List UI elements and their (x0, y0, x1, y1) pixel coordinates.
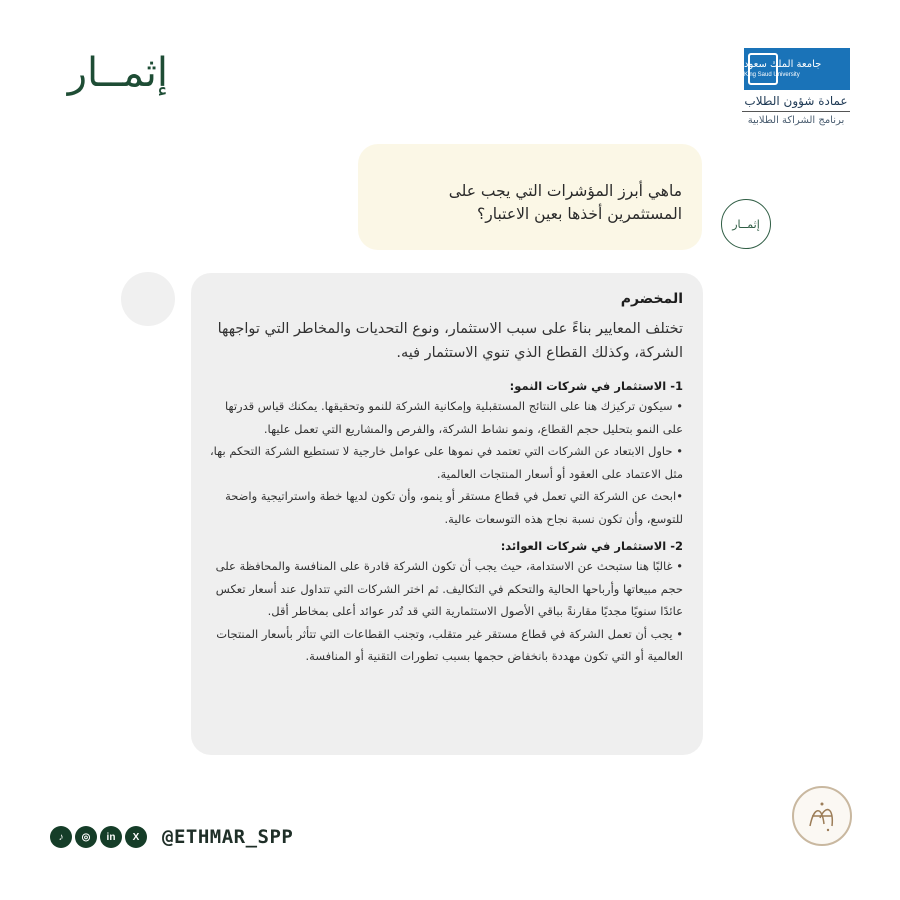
university-emblem-icon (748, 53, 778, 85)
section-bullet: •ابحث عن الشركة التي تعمل في قطاع مستقر أو ينمو، وأن تكون لديها خطة واستراتيجية واضحة للتوسع، وأن تكون نسبة نجاح هذه التوسعات عالية. (225, 489, 683, 526)
university-logo (744, 48, 850, 90)
ethmar-logo (50, 48, 168, 98)
x-icon[interactable]: X (125, 826, 147, 848)
section-title: 2- الاستثمار في شركات العوائد: (500, 539, 683, 553)
program-title: برنامج الشراكة الطلابية (747, 115, 845, 126)
university-logo-block (742, 48, 850, 126)
section-bullet: • يجب أن تعمل الشركة في قطاع مستقر غير متقلب، وتجنب القطاعات التي تتأثر بأسعار المنتجات العالمية أو التي تكون مهددة بانخفاض حجمها بسبب تطورات التقنية أو المنافسة. (216, 626, 683, 663)
ethmar-logo-text: إثمــار (67, 50, 168, 96)
answer-bubble (191, 273, 703, 755)
social-handle[interactable]: @ETHMAR_SPP (162, 826, 294, 848)
tiktok-icon[interactable]: ♪ (50, 826, 72, 848)
social-links (50, 826, 293, 848)
calligraphy-seal-art (802, 796, 842, 836)
section-bullet: • سيكون تركيزك هنا على النتائج المستقبلية وإمكانية الشركة للنمو وتحقيقها. يمكنك قياس قدرتها على النمو بتحليل حجم القطاع، ونمو نشاط الشركة، والفرص والمشاريع التي تعمل عليها. (225, 399, 683, 436)
question-bubble (358, 144, 702, 250)
ethmar-avatar (721, 199, 771, 249)
expert-avatar (121, 272, 175, 326)
answer-intro: تختلف المعايير بناءً على سبب الاستثمار، ونوع التحديات والمخاطر التي تواجهها الشركة، وكذلك القطاع الذي تنوي الاستثمار فيه. (217, 321, 683, 361)
university-english-name: King Saud University (744, 72, 800, 78)
instagram-icon[interactable]: ◎ (75, 826, 97, 848)
ethmar-avatar-text: إثمــار (732, 217, 760, 231)
deanship-title: عمادة شؤون الطلاب (742, 94, 850, 112)
answer-author: المخضرم (620, 291, 683, 307)
section-bullet: • حاول الابتعاد عن الشركات التي تعتمد في نموها على عوامل خارجية لا تستطيع الشركة التحكم بها، مثل الاعتماد على العقود أو أسعار المنتجات العالمية. (209, 444, 683, 481)
linkedin-icon[interactable]: in (100, 826, 122, 848)
question-text: ماهي أبرز المؤشرات التي يجب على المستثمرين أخذها بعين الاعتبار؟ (448, 182, 682, 223)
calligraphy-seal-icon (792, 786, 852, 846)
university-arabic-name: جامعة الملك سعود (744, 59, 822, 70)
section-title: 1- الاستثمار في شركات النمو: (509, 379, 683, 393)
section-bullet: • غالبًا هنا ستبحث عن الاستدامة، حيث يجب أن تكون الشركة قادرة على المنافسة والمحافظة على حجم مبيعاتها وأرباحها الحالية والتحكم في التكاليف. ثم اختر الشركات التي تتداول عند أسعار تعكس عائدًا سنويًا مجديًا مقارنةً بباقي الأصول الاستثمارية التي قد تُدر عوائد أعلى بمخاطر أقل. (215, 559, 683, 618)
